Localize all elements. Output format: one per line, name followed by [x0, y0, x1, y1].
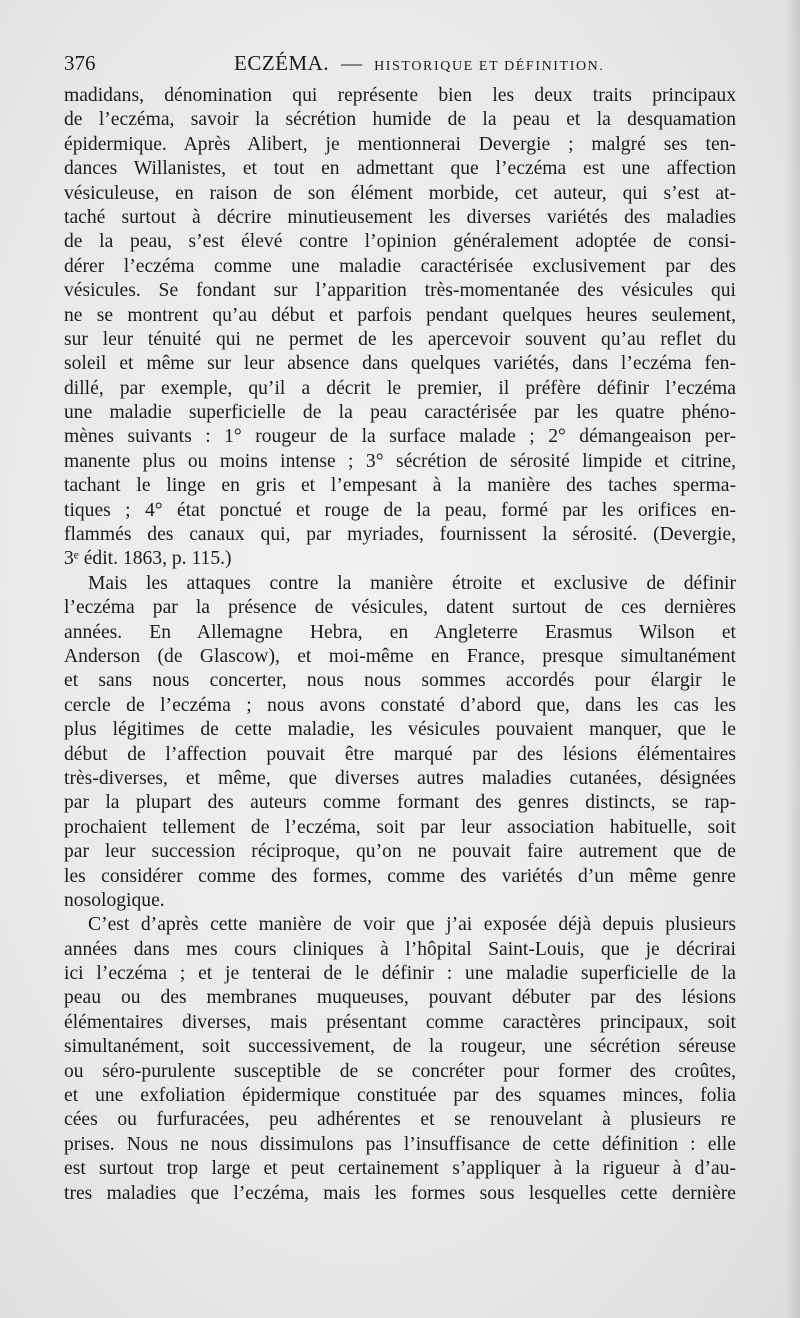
text-line: prises. Nous ne nous dissimulons pas l’insuffisance de cette définition : elle: [64, 1133, 736, 1155]
text-line: dillé, par exemple, qu’il a décrit le premier, il préfère définir l’eczéma: [64, 377, 736, 399]
section-title: HISTORIQUE ET DÉFINITION.: [374, 59, 605, 74]
text-line: les considérer comme des formes, comme des variétés d’un même genre: [64, 865, 736, 887]
page-number: 376: [64, 51, 96, 75]
text-line: flammés des canaux qui, par myriades, fournissent la sérosité. (Devergie,: [64, 524, 736, 546]
running-head: [234, 48, 605, 82]
page-edge-shadow: [786, 0, 800, 1318]
text-line: années. En Allemagne Hebra, en Angleterre Erasmus Wilson et: [64, 621, 736, 643]
text-line: une maladie superficielle de la peau caractérisée par les quatre phéno-: [64, 402, 736, 424]
running-header: [64, 48, 744, 78]
text-line: dances Willanistes, et tout en admettant que l’eczéma est une affection: [64, 158, 736, 180]
text-line: par la plupart des auteurs comme formant des genres distincts, se rap-: [64, 792, 736, 814]
body-text: [64, 84, 736, 1206]
text-line: manente plus ou moins intense ; 3° sécrétion de sérosité limpide et citrine,: [64, 450, 736, 472]
text-line: peau ou des membranes muqueuses, pouvant débuter par des lésions: [64, 987, 736, 1009]
text-line: années dans mes cours cliniques à l’hôpital Saint-Louis, que je décrirai: [64, 938, 736, 960]
text-line: vésicules. Se fondant sur l’apparition très-momentanée des vésicules qui: [64, 280, 736, 302]
text-line: par leur succession réciproque, qu’on ne pouvait faire autrement que de: [64, 841, 736, 863]
text-line: ici l’eczéma ; et je tenterai de le définir : une maladie superficielle de la: [64, 963, 736, 985]
text-line: l’eczéma par la présence de vésicules, datent surtout de ces dernières: [64, 597, 736, 619]
text-line: plus légitimes de cette maladie, les vésicules pouvaient manquer, que le: [64, 719, 736, 741]
text-line: mènes suivants : 1° rougeur de la surface malade ; 2° démangeaison per-: [64, 426, 736, 448]
text-line: de l’eczéma, savoir la sécrétion humide de la peau et la desquamation: [64, 109, 736, 131]
text-line: taché surtout à décrire minutieusement les diverses variétés des maladies: [64, 206, 736, 228]
text-line: Anderson (de Glascow), et moi-même en France, presque simultanément: [64, 645, 736, 667]
text-line: simultanément, soit successivement, de la rougeur, une sécrétion séreuse: [64, 1036, 736, 1058]
text-line: madidans, dénomination qui représente bien les deux traits principaux: [64, 85, 736, 106]
text-line: ou séro-purulente susceptible de se concréter pour former des croûtes,: [64, 1060, 736, 1082]
text-line: épidermique. Après Alibert, je mentionnerai Devergie ; malgré ses ten-: [64, 133, 736, 155]
text-line: sur leur ténuité qui ne permet de les apercevoir souvent qu’au reflet du: [64, 328, 736, 350]
text-line: nosologique.: [64, 889, 165, 911]
title-dash: —: [341, 51, 363, 75]
text-line: cées ou furfuracées, peu adhérentes et se renouvelant à plusieurs re: [64, 1109, 736, 1131]
text-line: vésiculeuse, en raison de son élément morbide, cet auteur, qui s’est at-: [64, 182, 736, 204]
text-line: C’est d’après cette manière de voir que j’ai exposée déjà depuis plusieurs: [88, 914, 736, 936]
text-line: soleil et même sur leur absence dans quelques variétés, dans l’eczéma fen-: [64, 353, 736, 375]
text-line: prochaient tellement de l’eczéma, soit par leur association habituelle, soit: [64, 816, 736, 838]
text-line: très-diverses, et même, que diverses autres maladies cutanées, désignées: [64, 767, 736, 789]
text-line: cercle de l’eczéma ; nous avons constaté d’abord que, dans les cas les: [64, 694, 736, 716]
chapter-title: ECZÉMA.: [234, 51, 330, 75]
text-line: et sans nous concerter, nous nous sommes accordés pour élargir le: [64, 670, 736, 692]
text-line: tachant le linge en gris et l’empesant à la manière des taches sperma-: [64, 475, 736, 497]
text-line: est surtout trop large et peut certainement s’appliquer à la rigueur à d’au-: [64, 1158, 736, 1180]
text-line: élémentaires diverses, mais présentant comme caractères principaux, soit: [64, 1011, 736, 1033]
text-line: début de l’affection pouvait être marqué par des lésions élémentaires: [64, 743, 736, 765]
text-line: ne se montrent qu’au début et parfois pendant quelques heures seulement,: [64, 304, 736, 326]
text-line: Mais les attaques contre la manière étroite et exclusive de définir: [88, 572, 736, 594]
text-line: dérer l’eczéma comme une maladie caractérisée exclusivement par des: [64, 255, 736, 277]
text-line: 3ᵉ édit. 1863, p. 115.): [64, 548, 232, 570]
text-line: de la peau, s’est élevé contre l’opinion généralement adoptée de consi-: [64, 231, 736, 253]
text-line: tres maladies que l’eczéma, mais les formes sous lesquelles cette dernière: [64, 1182, 736, 1204]
text-line: tiques ; 4° état ponctué et rouge de la peau, formé par les orifices en-: [64, 499, 736, 521]
text-line: et une exfoliation épidermique constituée par des squames minces, folia: [64, 1085, 736, 1107]
